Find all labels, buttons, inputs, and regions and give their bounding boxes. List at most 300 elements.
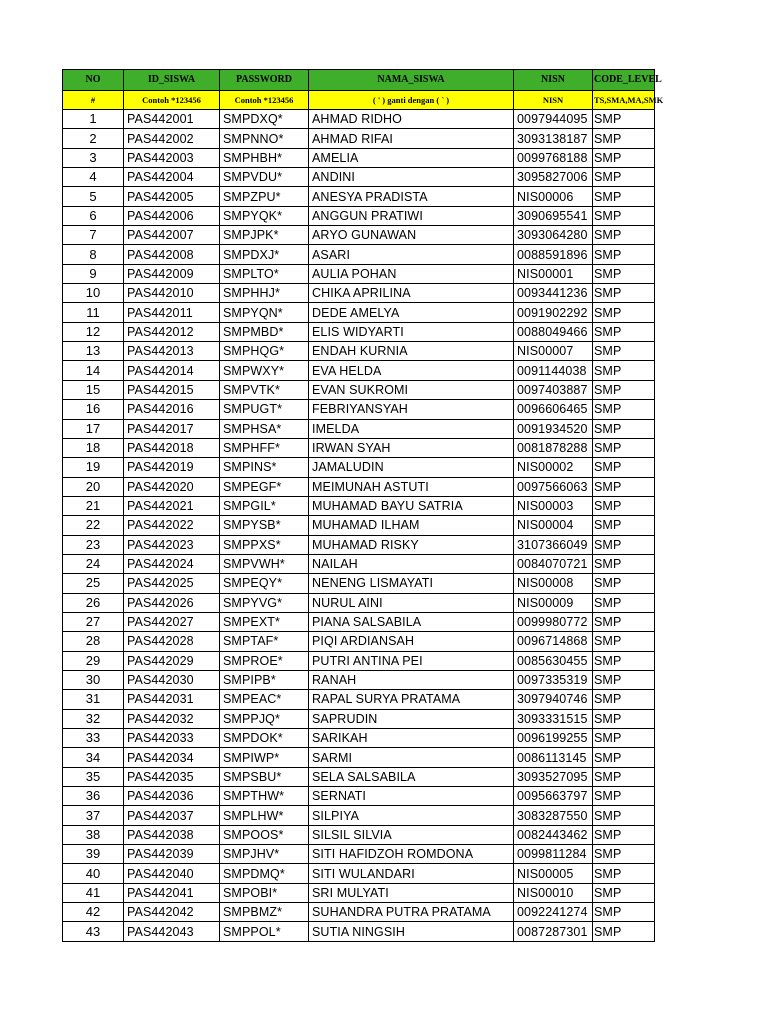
cell-nisn[interactable]: NIS00009 — [514, 593, 593, 612]
cell-password[interactable]: SMPDXQ* — [220, 110, 309, 129]
cell-code-level[interactable]: SMP — [593, 380, 655, 399]
cell-id-siswa[interactable]: PAS442028 — [124, 632, 220, 651]
cell-nama-siswa[interactable]: SUTIA NINGSIH — [309, 922, 514, 941]
note-password[interactable]: Contoh *123456 — [220, 91, 309, 110]
cell-password[interactable]: SMPINS* — [220, 458, 309, 477]
cell-id-siswa[interactable]: PAS442018 — [124, 438, 220, 457]
note-code-level[interactable]: TS,SMA,MA,SMK — [593, 91, 655, 110]
cell-password[interactable]: SMPUGT* — [220, 400, 309, 419]
cell-id-siswa[interactable]: PAS442025 — [124, 574, 220, 593]
cell-id-siswa[interactable]: PAS442042 — [124, 903, 220, 922]
table-row — [63, 284, 655, 303]
cell-nisn[interactable]: 0086113145 — [514, 748, 593, 767]
cell-nisn[interactable]: NIS00008 — [514, 574, 593, 593]
cell-password[interactable]: SMPROE* — [220, 651, 309, 670]
cell-no[interactable]: 43 — [63, 922, 124, 941]
cell-id-siswa[interactable]: PAS442001 — [124, 110, 220, 129]
cell-no[interactable]: 6 — [63, 206, 124, 225]
table-row — [63, 922, 655, 941]
cell-nama-siswa[interactable]: ANGGUN PRATIWI — [309, 206, 514, 225]
cell-nisn[interactable]: 0088591896 — [514, 245, 593, 264]
cell-id-siswa[interactable]: PAS442008 — [124, 245, 220, 264]
cell-nisn[interactable]: 0099768188 — [514, 148, 593, 167]
cell-password[interactable]: SMPDXJ* — [220, 245, 309, 264]
cell-id-siswa[interactable]: PAS442031 — [124, 690, 220, 709]
cell-nisn[interactable]: 3095827006 — [514, 168, 593, 187]
cell-nisn[interactable]: 3090695541 — [514, 206, 593, 225]
cell-code-level[interactable]: SMP — [593, 748, 655, 767]
cell-id-siswa[interactable]: PAS442038 — [124, 825, 220, 844]
cell-id-siswa[interactable]: PAS442040 — [124, 864, 220, 883]
cell-code-level[interactable]: SMP — [593, 303, 655, 322]
cell-password[interactable]: SMPJHV* — [220, 845, 309, 864]
cell-nisn[interactable]: 0099811284 — [514, 845, 593, 864]
cell-password[interactable]: SMPZPU* — [220, 187, 309, 206]
cell-id-siswa[interactable]: PAS442010 — [124, 284, 220, 303]
cell-code-level[interactable]: SMP — [593, 845, 655, 864]
cell-nisn[interactable]: NIS00004 — [514, 516, 593, 535]
header-nama-siswa[interactable]: NAMA_SISWA — [309, 70, 514, 91]
cell-code-level[interactable]: SMP — [593, 670, 655, 689]
cell-password[interactable]: SMPMBD* — [220, 322, 309, 341]
cell-nama-siswa[interactable]: AMELIA — [309, 148, 514, 167]
header-row — [63, 70, 655, 91]
cell-no[interactable]: 11 — [63, 303, 124, 322]
cell-code-level[interactable]: SMP — [593, 709, 655, 728]
cell-nama-siswa[interactable]: SERNATI — [309, 787, 514, 806]
cell-nama-siswa[interactable]: PIANA SALSABILA — [309, 612, 514, 631]
cell-no[interactable]: 19 — [63, 458, 124, 477]
cell-id-siswa[interactable]: PAS442036 — [124, 787, 220, 806]
cell-id-siswa[interactable]: PAS442004 — [124, 168, 220, 187]
cell-no[interactable]: 1 — [63, 110, 124, 129]
cell-no[interactable]: 36 — [63, 787, 124, 806]
cell-nama-siswa[interactable]: MUHAMAD ILHAM — [309, 516, 514, 535]
cell-no[interactable]: 34 — [63, 748, 124, 767]
cell-password[interactable]: SMPEAC* — [220, 690, 309, 709]
cell-code-level[interactable]: SMP — [593, 806, 655, 825]
cell-nisn[interactable]: 0085630455 — [514, 651, 593, 670]
header-password[interactable]: PASSWORD — [220, 70, 309, 91]
cell-nama-siswa[interactable]: DEDE AMELYA — [309, 303, 514, 322]
cell-id-siswa[interactable]: PAS442011 — [124, 303, 220, 322]
cell-nisn[interactable]: 0097403887 — [514, 380, 593, 399]
cell-password[interactable]: SMPBMZ* — [220, 903, 309, 922]
cell-id-siswa[interactable]: PAS442009 — [124, 264, 220, 283]
cell-nisn[interactable]: NIS00006 — [514, 187, 593, 206]
cell-no[interactable]: 23 — [63, 535, 124, 554]
cell-nisn[interactable]: 0096606465 — [514, 400, 593, 419]
cell-id-siswa[interactable]: PAS442021 — [124, 496, 220, 515]
cell-no[interactable]: 40 — [63, 864, 124, 883]
cell-no[interactable]: 38 — [63, 825, 124, 844]
cell-no[interactable]: 37 — [63, 806, 124, 825]
cell-nama-siswa[interactable]: PIQI ARDIANSAH — [309, 632, 514, 651]
cell-no[interactable]: 41 — [63, 883, 124, 902]
cell-no[interactable]: 31 — [63, 690, 124, 709]
cell-password[interactable]: SMPSBU* — [220, 767, 309, 786]
cell-nisn[interactable]: 3093064280 — [514, 226, 593, 245]
cell-password[interactable]: SMPYSB* — [220, 516, 309, 535]
cell-password[interactable]: SMPDMQ* — [220, 864, 309, 883]
cell-password[interactable]: SMPEQY* — [220, 574, 309, 593]
table-row — [63, 322, 655, 341]
cell-nama-siswa[interactable]: MUHAMAD RISKY — [309, 535, 514, 554]
table-row — [63, 342, 655, 361]
cell-id-siswa[interactable]: PAS442019 — [124, 458, 220, 477]
cell-no[interactable]: 35 — [63, 767, 124, 786]
table-row — [63, 516, 655, 535]
note-nama-siswa[interactable]: ( ' ) ganti dengan ( ` ) — [309, 91, 514, 110]
cell-id-siswa[interactable]: PAS442041 — [124, 883, 220, 902]
cell-no[interactable]: 20 — [63, 477, 124, 496]
cell-nisn[interactable]: 3093331515 — [514, 709, 593, 728]
cell-no[interactable]: 24 — [63, 554, 124, 573]
cell-password[interactable]: SMPPOL* — [220, 922, 309, 941]
cell-code-level[interactable]: SMP — [593, 168, 655, 187]
cell-password[interactable]: SMPYQN* — [220, 303, 309, 322]
cell-password[interactable]: SMPTAF* — [220, 632, 309, 651]
table-row — [63, 670, 655, 689]
cell-id-siswa[interactable]: PAS442033 — [124, 729, 220, 748]
cell-id-siswa[interactable]: PAS442023 — [124, 535, 220, 554]
cell-nama-siswa[interactable]: NENENG LISMAYATI — [309, 574, 514, 593]
cell-id-siswa[interactable]: PAS442003 — [124, 148, 220, 167]
cell-nisn[interactable]: NIS00007 — [514, 342, 593, 361]
cell-nisn[interactable]: 3093138187 — [514, 129, 593, 148]
cell-password[interactable]: SMPEGF* — [220, 477, 309, 496]
cell-password[interactable]: SMPHSA* — [220, 419, 309, 438]
cell-password[interactable]: SMPVDU* — [220, 168, 309, 187]
cell-code-level[interactable]: SMP — [593, 419, 655, 438]
cell-code-level[interactable]: SMP — [593, 226, 655, 245]
cell-nisn[interactable]: 0096199255 — [514, 729, 593, 748]
cell-nama-siswa[interactable]: ELIS WIDYARTI — [309, 322, 514, 341]
header-id-siswa[interactable]: ID_SISWA — [124, 70, 220, 91]
cell-nama-siswa[interactable]: IRWAN SYAH — [309, 438, 514, 457]
cell-nama-siswa[interactable]: AHMAD RIFAI — [309, 129, 514, 148]
cell-no[interactable]: 18 — [63, 438, 124, 457]
cell-password[interactable]: SMPYQK* — [220, 206, 309, 225]
cell-password[interactable]: SMPDOK* — [220, 729, 309, 748]
cell-id-siswa[interactable]: PAS442043 — [124, 922, 220, 941]
cell-code-level[interactable]: SMP — [593, 632, 655, 651]
cell-nisn[interactable]: 0095663797 — [514, 787, 593, 806]
cell-password[interactable]: SMPVTK* — [220, 380, 309, 399]
cell-nisn[interactable]: 0099980772 — [514, 612, 593, 631]
cell-nisn[interactable]: NIS00010 — [514, 883, 593, 902]
cell-nama-siswa[interactable]: EVAN SUKROMI — [309, 380, 514, 399]
cell-code-level[interactable]: SMP — [593, 574, 655, 593]
header-code-level[interactable]: CODE_LEVEL — [593, 70, 655, 91]
cell-nisn[interactable]: 0091144038 — [514, 361, 593, 380]
student-table — [62, 69, 664, 942]
cell-nisn[interactable]: 0087287301 — [514, 922, 593, 941]
cell-code-level[interactable]: SMP — [593, 400, 655, 419]
cell-nisn[interactable]: 0096714868 — [514, 632, 593, 651]
table-row — [63, 864, 655, 883]
cell-password[interactable]: SMPPJQ* — [220, 709, 309, 728]
cell-code-level[interactable]: SMP — [593, 883, 655, 902]
cell-password[interactable]: SMPHQG* — [220, 342, 309, 361]
cell-nisn[interactable]: NIS00001 — [514, 264, 593, 283]
cell-nama-siswa[interactable]: RANAH — [309, 670, 514, 689]
cell-nama-siswa[interactable]: SARMI — [309, 748, 514, 767]
cell-id-siswa[interactable]: PAS442013 — [124, 342, 220, 361]
cell-nisn[interactable]: NIS00005 — [514, 864, 593, 883]
cell-nama-siswa[interactable]: NURUL AINI — [309, 593, 514, 612]
cell-nama-siswa[interactable]: RAPAL SURYA PRATAMA — [309, 690, 514, 709]
table-row — [63, 729, 655, 748]
cell-nama-siswa[interactable]: MUHAMAD BAYU SATRIA — [309, 496, 514, 515]
table-row — [63, 129, 655, 148]
cell-nisn[interactable]: 0091934520 — [514, 419, 593, 438]
cell-password[interactable]: SMPPXS* — [220, 535, 309, 554]
cell-nama-siswa[interactable]: ANESYA PRADISTA — [309, 187, 514, 206]
cell-no[interactable]: 10 — [63, 284, 124, 303]
cell-no[interactable]: 28 — [63, 632, 124, 651]
cell-no[interactable]: 42 — [63, 903, 124, 922]
cell-nisn[interactable]: 3107366049 — [514, 535, 593, 554]
header-no[interactable]: NO — [63, 70, 124, 91]
cell-nama-siswa[interactable]: SITI HAFIDZOH ROMDONA — [309, 845, 514, 864]
cell-nama-siswa[interactable]: AHMAD RIDHO — [309, 110, 514, 129]
cell-no[interactable]: 30 — [63, 670, 124, 689]
cell-nama-siswa[interactable]: EVA HELDA — [309, 361, 514, 380]
cell-nama-siswa[interactable]: MEIMUNAH ASTUTI — [309, 477, 514, 496]
cell-code-level[interactable]: SMP — [593, 496, 655, 515]
cell-nama-siswa[interactable]: SARIKAH — [309, 729, 514, 748]
cell-nisn[interactable]: 0097566063 — [514, 477, 593, 496]
cell-code-level[interactable]: SMP — [593, 593, 655, 612]
cell-nama-siswa[interactable]: SRI MULYATI — [309, 883, 514, 902]
cell-no[interactable]: 33 — [63, 729, 124, 748]
cell-nama-siswa[interactable]: SITI WULANDARI — [309, 864, 514, 883]
table-row — [63, 264, 655, 283]
cell-code-level[interactable]: SMP — [593, 148, 655, 167]
cell-nisn[interactable]: 0091902292 — [514, 303, 593, 322]
note-id-siswa[interactable]: Contoh *123456 — [124, 91, 220, 110]
cell-code-level[interactable]: SMP — [593, 110, 655, 129]
cell-password[interactable]: SMPJPK* — [220, 226, 309, 245]
cell-no[interactable]: 16 — [63, 400, 124, 419]
cell-id-siswa[interactable]: PAS442015 — [124, 380, 220, 399]
cell-id-siswa[interactable]: PAS442030 — [124, 670, 220, 689]
cell-no[interactable]: 4 — [63, 168, 124, 187]
cell-nama-siswa[interactable]: ASARI — [309, 245, 514, 264]
cell-no[interactable]: 5 — [63, 187, 124, 206]
cell-password[interactable]: SMPYVG* — [220, 593, 309, 612]
cell-id-siswa[interactable]: PAS442034 — [124, 748, 220, 767]
cell-nisn[interactable]: 0097335319 — [514, 670, 593, 689]
table-row — [63, 593, 655, 612]
table-row — [63, 361, 655, 380]
cell-password[interactable]: SMPHHJ* — [220, 284, 309, 303]
cell-password[interactable]: SMPOOS* — [220, 825, 309, 844]
table-row — [63, 148, 655, 167]
cell-password[interactable]: SMPIPB* — [220, 670, 309, 689]
cell-password[interactable]: SMPVWH* — [220, 554, 309, 573]
cell-nisn[interactable]: NIS00003 — [514, 496, 593, 515]
cell-code-level[interactable]: SMP — [593, 903, 655, 922]
cell-code-level[interactable]: SMP — [593, 477, 655, 496]
cell-no[interactable]: 14 — [63, 361, 124, 380]
cell-nisn[interactable]: NIS00002 — [514, 458, 593, 477]
cell-no[interactable]: 29 — [63, 651, 124, 670]
cell-code-level[interactable]: SMP — [593, 554, 655, 573]
cell-code-level[interactable]: SMP — [593, 516, 655, 535]
cell-no[interactable]: 8 — [63, 245, 124, 264]
cell-id-siswa[interactable]: PAS442022 — [124, 516, 220, 535]
cell-code-level[interactable]: SMP — [593, 690, 655, 709]
cell-nama-siswa[interactable]: SILPIYA — [309, 806, 514, 825]
cell-no[interactable]: 26 — [63, 593, 124, 612]
cell-id-siswa[interactable]: PAS442006 — [124, 206, 220, 225]
cell-no[interactable]: 22 — [63, 516, 124, 535]
cell-no[interactable]: 12 — [63, 322, 124, 341]
cell-nisn[interactable]: 0097944095 — [514, 110, 593, 129]
cell-nisn[interactable]: 0088049466 — [514, 322, 593, 341]
cell-nama-siswa[interactable]: SAPRUDIN — [309, 709, 514, 728]
cell-nisn[interactable]: 0084070721 — [514, 554, 593, 573]
cell-id-siswa[interactable]: PAS442039 — [124, 845, 220, 864]
cell-code-level[interactable]: SMP — [593, 322, 655, 341]
cell-id-siswa[interactable]: PAS442032 — [124, 709, 220, 728]
note-no[interactable]: # — [63, 91, 124, 110]
cell-nama-siswa[interactable]: ARYO GUNAWAN — [309, 226, 514, 245]
cell-nama-siswa[interactable]: PUTRI ANTINA PEI — [309, 651, 514, 670]
table-row — [63, 709, 655, 728]
table-row — [63, 554, 655, 573]
cell-nisn[interactable]: 3097940746 — [514, 690, 593, 709]
cell-code-level[interactable]: SMP — [593, 187, 655, 206]
cell-nama-siswa[interactable]: IMELDA — [309, 419, 514, 438]
cell-code-level[interactable]: SMP — [593, 342, 655, 361]
cell-no[interactable]: 32 — [63, 709, 124, 728]
cell-id-siswa[interactable]: PAS442014 — [124, 361, 220, 380]
cell-id-siswa[interactable]: PAS442037 — [124, 806, 220, 825]
cell-code-level[interactable]: SMP — [593, 767, 655, 786]
cell-password[interactable]: SMPGIL* — [220, 496, 309, 515]
cell-id-siswa[interactable]: PAS442007 — [124, 226, 220, 245]
cell-code-level[interactable]: SMP — [593, 535, 655, 554]
cell-nama-siswa[interactable]: FEBRIYANSYAH — [309, 400, 514, 419]
cell-password[interactable]: SMPHBH* — [220, 148, 309, 167]
cell-code-level[interactable]: SMP — [593, 361, 655, 380]
cell-id-siswa[interactable]: PAS442002 — [124, 129, 220, 148]
cell-id-siswa[interactable]: PAS442020 — [124, 477, 220, 496]
cell-code-level[interactable]: SMP — [593, 651, 655, 670]
cell-nama-siswa[interactable]: SUHANDRA PUTRA PRATAMA — [309, 903, 514, 922]
cell-no[interactable]: 17 — [63, 419, 124, 438]
cell-no[interactable]: 25 — [63, 574, 124, 593]
cell-nisn[interactable]: 3093527095 — [514, 767, 593, 786]
cell-nisn[interactable]: 0082443462 — [514, 825, 593, 844]
cell-nama-siswa[interactable]: ENDAH KURNIA — [309, 342, 514, 361]
table-row — [63, 574, 655, 593]
cell-code-level[interactable]: SMP — [593, 458, 655, 477]
cell-password[interactable]: SMPNNO* — [220, 129, 309, 148]
cell-nama-siswa[interactable]: ANDINI — [309, 168, 514, 187]
table-row — [63, 400, 655, 419]
header-nisn[interactable]: NISN — [514, 70, 593, 91]
cell-id-siswa[interactable]: PAS442012 — [124, 322, 220, 341]
cell-code-level[interactable]: SMP — [593, 787, 655, 806]
cell-code-level[interactable]: SMP — [593, 922, 655, 941]
cell-id-siswa[interactable]: PAS442029 — [124, 651, 220, 670]
cell-code-level[interactable]: SMP — [593, 438, 655, 457]
cell-code-level[interactable]: SMP — [593, 864, 655, 883]
table-row — [63, 903, 655, 922]
cell-password[interactable]: SMPTHW* — [220, 787, 309, 806]
cell-nisn[interactable]: 0092241274 — [514, 903, 593, 922]
cell-id-siswa[interactable]: PAS442026 — [124, 593, 220, 612]
cell-nama-siswa[interactable]: NAILAH — [309, 554, 514, 573]
cell-id-siswa[interactable]: PAS442005 — [124, 187, 220, 206]
cell-nama-siswa[interactable]: SILSIL SILVIA — [309, 825, 514, 844]
cell-nama-siswa[interactable]: JAMALUDIN — [309, 458, 514, 477]
cell-no[interactable]: 3 — [63, 148, 124, 167]
cell-no[interactable]: 9 — [63, 264, 124, 283]
note-nisn[interactable]: NISN — [514, 91, 593, 110]
table-row — [63, 458, 655, 477]
cell-id-siswa[interactable]: PAS442024 — [124, 554, 220, 573]
cell-no[interactable]: 7 — [63, 226, 124, 245]
cell-code-level[interactable]: SMP — [593, 264, 655, 283]
cell-password[interactable]: SMPWXY* — [220, 361, 309, 380]
cell-code-level[interactable]: SMP — [593, 284, 655, 303]
cell-nama-siswa[interactable]: CHIKA APRILINA — [309, 284, 514, 303]
cell-no[interactable]: 39 — [63, 845, 124, 864]
cell-nama-siswa[interactable]: SELA SALSABILA — [309, 767, 514, 786]
cell-password[interactable]: SMPLTO* — [220, 264, 309, 283]
table-row — [63, 206, 655, 225]
cell-id-siswa[interactable]: PAS442035 — [124, 767, 220, 786]
spreadsheet — [62, 69, 664, 942]
cell-password[interactable]: SMPLHW* — [220, 806, 309, 825]
cell-nisn[interactable]: 0093441236 — [514, 284, 593, 303]
cell-password[interactable]: SMPOBI* — [220, 883, 309, 902]
table-row — [63, 303, 655, 322]
cell-nisn[interactable]: 3083287550 — [514, 806, 593, 825]
table-row — [63, 845, 655, 864]
cell-no[interactable]: 21 — [63, 496, 124, 515]
table-row — [63, 806, 655, 825]
cell-id-siswa[interactable]: PAS442017 — [124, 419, 220, 438]
cell-password[interactable]: SMPHFF* — [220, 438, 309, 457]
cell-nama-siswa[interactable]: AULIA POHAN — [309, 264, 514, 283]
cell-password[interactable]: SMPEXT* — [220, 612, 309, 631]
cell-id-siswa[interactable]: PAS442016 — [124, 400, 220, 419]
cell-code-level[interactable]: SMP — [593, 129, 655, 148]
cell-nisn[interactable]: 0081878288 — [514, 438, 593, 457]
cell-password[interactable]: SMPIWP* — [220, 748, 309, 767]
cell-code-level[interactable]: SMP — [593, 206, 655, 225]
cell-no[interactable]: 2 — [63, 129, 124, 148]
cell-code-level[interactable]: SMP — [593, 729, 655, 748]
table-row — [63, 883, 655, 902]
cell-code-level[interactable]: SMP — [593, 245, 655, 264]
cell-no[interactable]: 13 — [63, 342, 124, 361]
cell-id-siswa[interactable]: PAS442027 — [124, 612, 220, 631]
note-row — [63, 91, 655, 110]
cell-code-level[interactable]: SMP — [593, 612, 655, 631]
cell-no[interactable]: 27 — [63, 612, 124, 631]
table-row — [63, 825, 655, 844]
cell-no[interactable]: 15 — [63, 380, 124, 399]
table-row — [63, 110, 655, 129]
cell-code-level[interactable]: SMP — [593, 825, 655, 844]
